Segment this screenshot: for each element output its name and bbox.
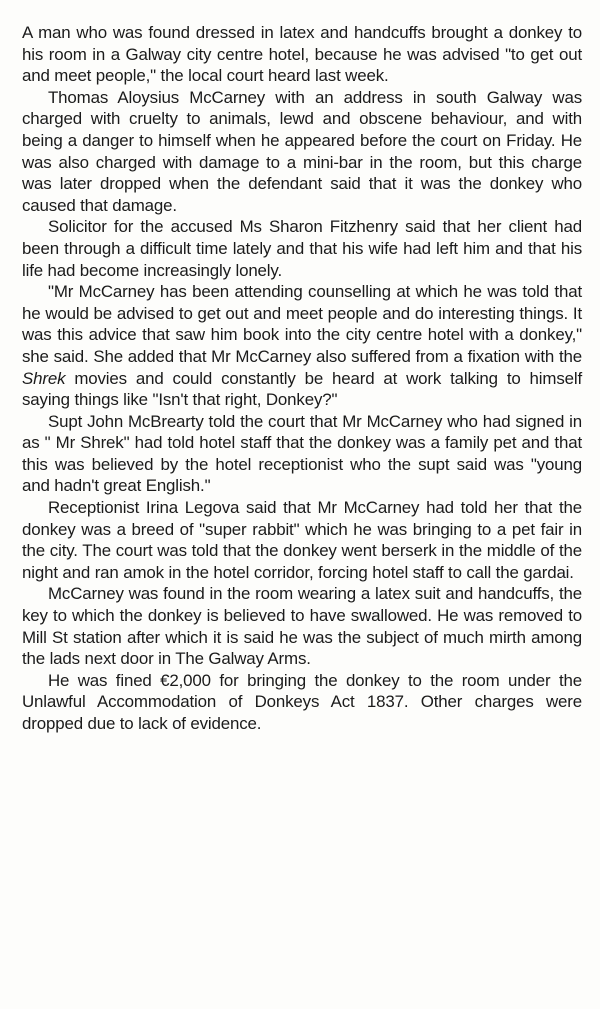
article-paragraph-1: A man who was found dressed in latex and handcuffs brought a donkey to his room in a Galway city centre hotel, because he was advised "to get out and meet people," the local court heard last week. xyxy=(22,23,582,86)
article-paragraph-7: McCarney was found in the room wearing a latex suit and handcuffs, the key to which the donkey is believed to have swallowed. He was removed to Mill St station after which it is said he was the subject of much mirth among the lads next door in The Galway Arms. xyxy=(22,584,582,669)
article-paragraph-8: He was fined €2,000 for bringing the donkey to the room under the Unlawful Accommodation of Donkeys Act 1837. Other charges were dropped due to lack of evidence. xyxy=(22,670,582,733)
movie-title-italic: Shrek xyxy=(22,368,66,388)
article-body xyxy=(22,22,582,735)
article-paragraph-5: Supt John McBrearty told the court that Mr McCarney who had signed in as " Mr Shrek" had told hotel staff that the donkey was a family pet and that this was believed by the hotel receptionist who the supt said was "young and hadn't great English." xyxy=(22,411,582,496)
article-paragraph-4: "Mr McCarney has been attending counselling at which he was told that he would be advised to get out and meet people and do interesting things. It was this advice that saw him book into the city centre hotel with a donkey," she said. She added that Mr McCarney also suffered from a fixation with the Shrek movies and could constantly be heard at work talking to himself saying things like "Isn't that right, Donkey?" xyxy=(22,282,582,410)
article-paragraph-2: Thomas Aloysius McCarney with an address in south Galway was charged with cruelty to animals, lewd and obscene behaviour, and with being a danger to himself when he appeared before the court on Friday. He was also charged with damage to a mini-bar in the room, but this charge was later dropped when the defendant said that it was the donkey who caused that damage. xyxy=(22,87,582,215)
article-paragraph-3: Solicitor for the accused Ms Sharon Fitzhenry said that her client had been through a difficult time lately and that his wife had left him and that his life had become increasingly lonely. xyxy=(22,217,582,280)
article-paragraph-6: Receptionist Irina Legova said that Mr McCarney had told her that the donkey was a breed of "super rabbit" which he was bringing to a pet fair in the city. The court was told that the donkey went berserk in the middle of the night and ran amok in the hotel corridor, forcing hotel staff to call the gardai. xyxy=(22,498,582,582)
